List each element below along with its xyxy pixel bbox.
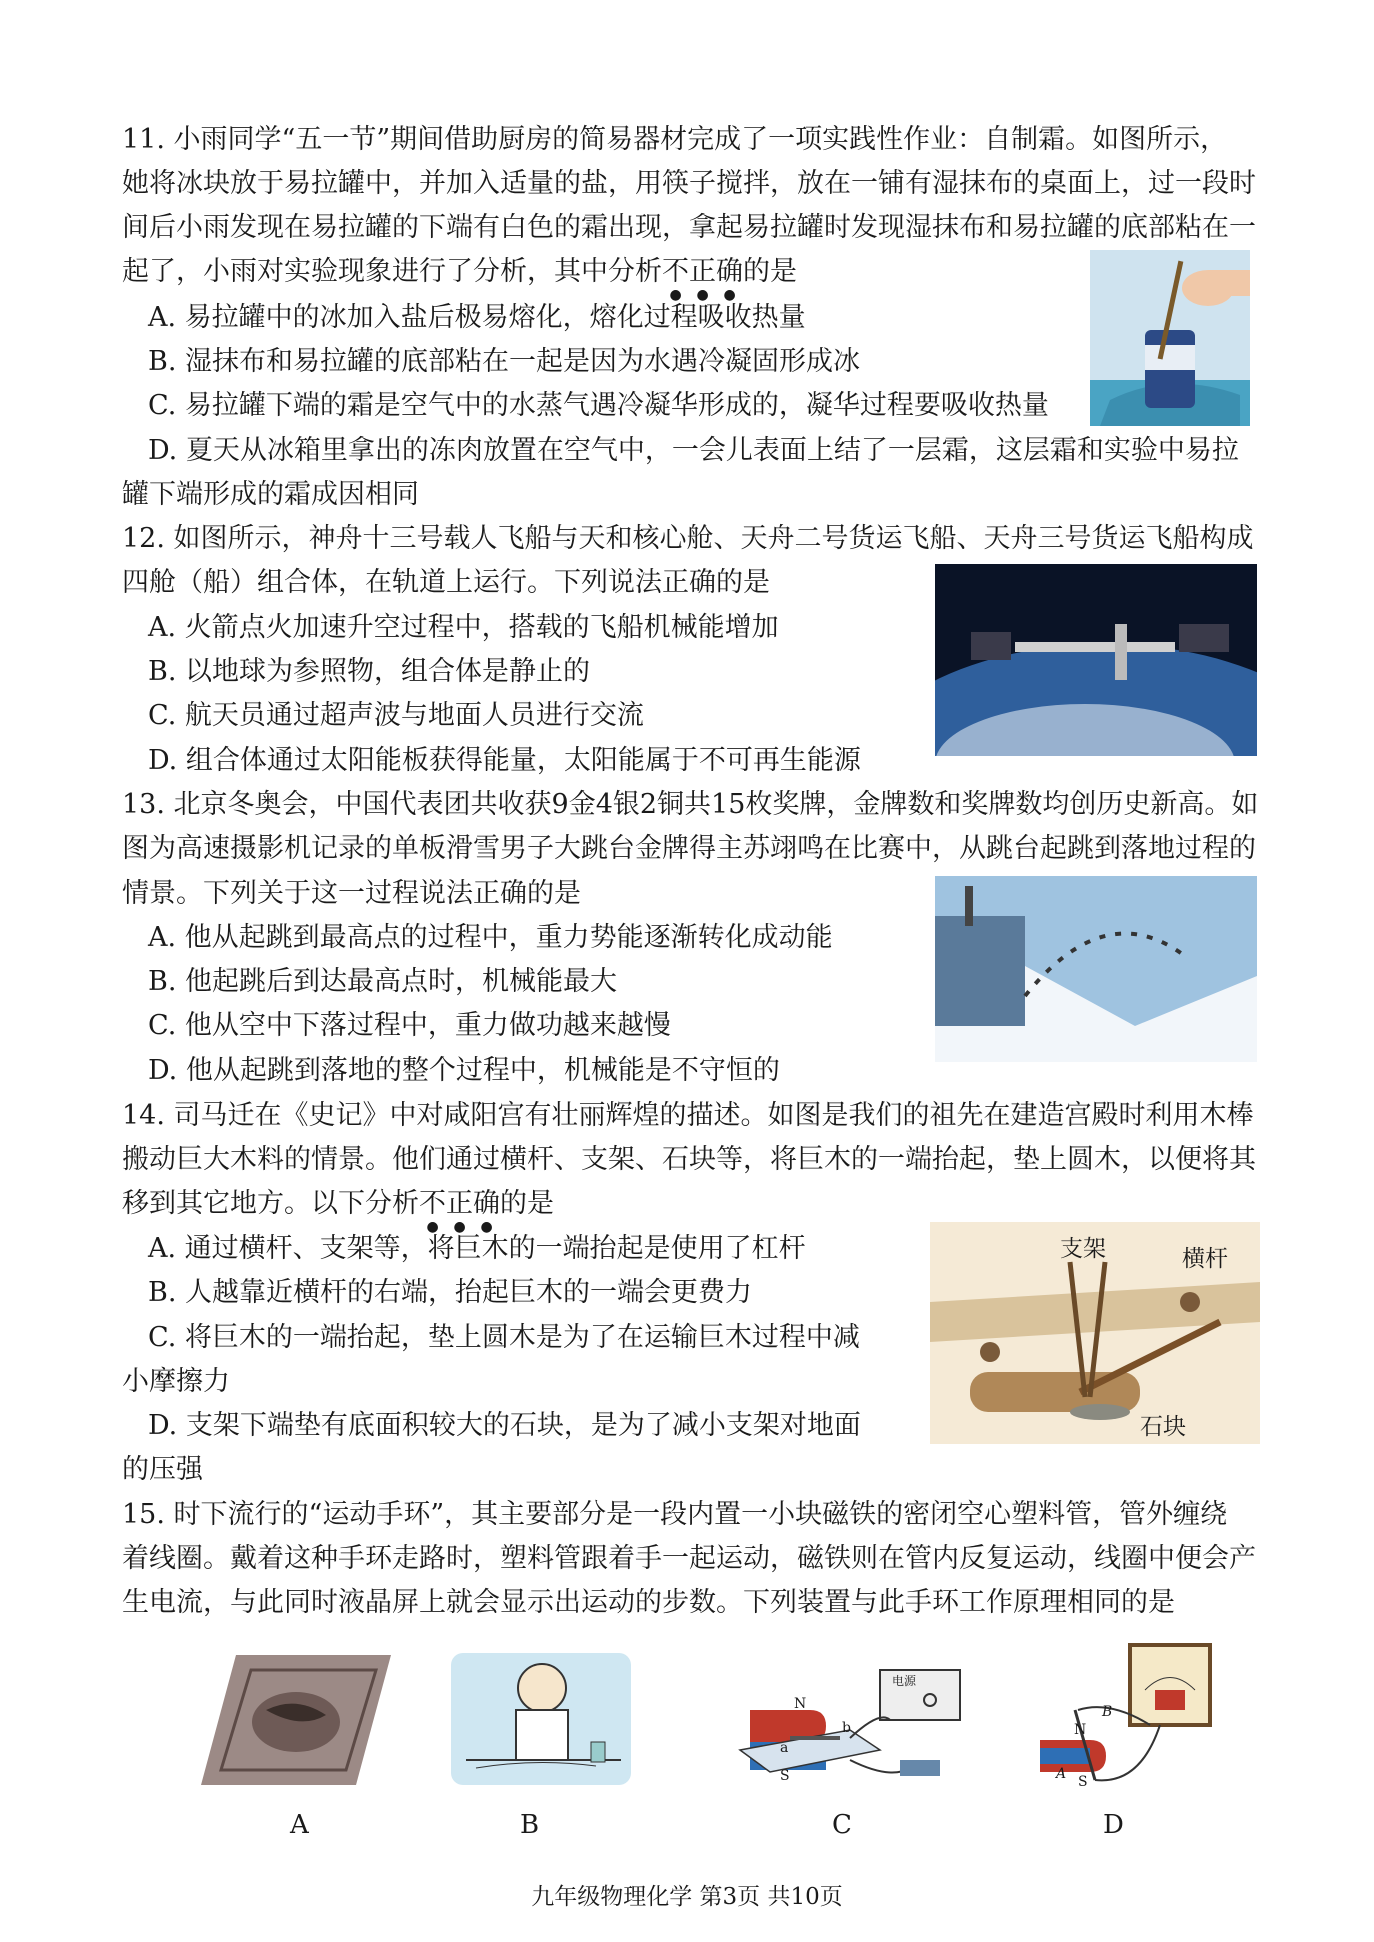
page-footer: 九年级物理化学 第3页 共10页 (531, 1884, 843, 1910)
caption-b: B (520, 1810, 540, 1840)
q14-option-a: A. 通过横杆、支架等，将巨木的一端抬起是使用了杠杆 (148, 1233, 806, 1264)
q13-option-c: C. 他从空中下落过程中，重力做功越来越慢 (148, 1010, 671, 1041)
q14-option-c-line-2: 小摩擦力 (122, 1366, 230, 1397)
compass-figure (196, 1650, 396, 1790)
magnet-n-label: N (794, 1696, 807, 1712)
q15-line-2: 着线圈。戴着这种手环走路时，塑料管跟着手一起运动，磁铁则在管内反复运动，线圈中便会产 (122, 1543, 1256, 1574)
lever-figure (930, 1222, 1260, 1444)
galvanometer-figure (1020, 1640, 1220, 1790)
scientist-figure (446, 1648, 636, 1790)
caption-c: C (832, 1810, 852, 1840)
snowboard-jump-figure (935, 876, 1257, 1062)
wire-b-label: B (1102, 1704, 1113, 1720)
q14-option-d-line-2: 的压强 (122, 1454, 203, 1485)
q11-emphasis: 不正确 (662, 256, 743, 287)
q13-line-1: 13. 北京冬奥会，中国代表团共收获9金4银2铜共15枚奖牌，金牌数和奖牌数均创历史新高。如 (122, 789, 1259, 820)
rod-a-label: a (780, 1740, 789, 1756)
q13-option-d: D. 他从起跳到落地的整个过程中，机械能是不守恒的 (148, 1055, 780, 1086)
caption-a: A (290, 1810, 309, 1840)
q13-option-a: A. 他从起跳到最高点的过程中，重力势能逐渐转化成动能 (148, 922, 833, 953)
q14-line-1: 14. 司马迁在《史记》中对咸阳宫有壮丽辉煌的描述。如图是我们的祖先在建造宫殿时利用木棒 (122, 1100, 1254, 1131)
q11-option-d-line-1: D. 夏天从冰箱里拿出的冻肉放置在空气中，一会儿表面上结了一层霜，这层霜和实验中易拉 (148, 435, 1239, 466)
magnet-s-label-d: S (1078, 1774, 1088, 1790)
stone-label: 石块 (1140, 1414, 1186, 1440)
q14-line-2: 搬动巨大木料的情景。他们通过横杆、支架、石块等，将巨木的一端抬起，垫上圆木，以便将其 (122, 1144, 1256, 1175)
q15-line-3: 生电流，与此同时液晶屏上就会显示出运动的步数。下列装置与此手环工作原理相同的是 (122, 1587, 1175, 1618)
q13-line-3: 情景。下列关于这一过程说法正确的是 (122, 878, 581, 909)
q11-option-b: B. 湿抹布和易拉罐的底部粘在一起是因为水遇冷凝固形成冰 (148, 346, 861, 377)
q11-line-1: 11. 小雨同学“五一节”期间借助厨房的简易器材完成了一项实践性作业：自制霜。如图所示， (122, 124, 1228, 155)
bar-label: 横杆 (1182, 1246, 1228, 1272)
q15-line-1: 15. 时下流行的“运动手环”，其主要部分是一段内置一小块磁铁的密闭空心塑料管，管外缠绕 (122, 1499, 1228, 1530)
support-label: 支架 (1060, 1236, 1106, 1262)
magnet-rod-circuit-figure (730, 1660, 970, 1790)
q13-option-b: B. 他起跳后到达最高点时，机械能最大 (148, 966, 618, 997)
q13-line-2: 图为高速摄影机记录的单板滑雪男子大跳台金牌得主苏翊鸣在比赛中，从跳台起跳到落地过程的 (122, 833, 1256, 864)
wire-a-label: A (1056, 1766, 1067, 1782)
magnet-n-label-d: N (1074, 1722, 1087, 1738)
q12-line-1: 12. 如图所示，神舟十三号载人飞船与天和核心舱、天舟二号货运飞船、天舟三号货运飞船构成 (122, 523, 1254, 554)
q11-option-a: A. 易拉罐中的冰加入盐后极易熔化，熔化过程吸收热量 (148, 302, 806, 333)
q11-option-d-line-2: 罐下端形成的霜成因相同 (122, 479, 419, 510)
q11-option-c: C. 易拉罐下端的霜是空气中的水蒸气遇冷凝华形成的，凝华过程要吸收热量 (148, 390, 1049, 421)
q12-line-2: 四舱（船）组合体，在轨道上运行。下列说法正确的是 (122, 567, 770, 598)
q11-line-4: 起了，小雨对实验现象进行了分析，其中分析不正确的是 (122, 256, 797, 287)
magnet-s-label: S (780, 1768, 790, 1784)
q14-line-3: 移到其它地方。以下分析不正确的是 (122, 1188, 554, 1219)
q14-emphasis: 不正确 (419, 1188, 500, 1219)
q12-option-d: D. 组合体通过太阳能板获得能量，太阳能属于不可再生能源 (148, 745, 861, 776)
q14-option-b: B. 人越靠近横杆的右端，抬起巨木的一端会更费力 (148, 1277, 753, 1308)
q11-line-3: 间后小雨发现在易拉罐的下端有白色的霜出现，拿起易拉罐时发现湿抹布和易拉罐的底部粘在一 (122, 212, 1256, 243)
q12-option-b: B. 以地球为参照物，组合体是静止的 (148, 656, 591, 687)
caption-d: D (1103, 1810, 1124, 1840)
q14-option-c-line-1: C. 将巨木的一端抬起，垫上圆木是为了在运输巨木过程中减 (148, 1322, 860, 1353)
rod-b-label: b (842, 1720, 851, 1736)
q12-option-c: C. 航天员通过超声波与地面人员进行交流 (148, 700, 644, 731)
can-stirring-figure (1090, 250, 1250, 426)
q11-line-2: 她将冰块放于易拉罐中，并加入适量的盐，用筷子搅拌，放在一铺有湿抹布的桌面上，过一段时 (122, 168, 1256, 199)
q12-option-a: A. 火箭点火加速升空过程中，搭载的飞船机械能增加 (148, 612, 779, 643)
space-station-figure (935, 564, 1257, 756)
power-box-label: 电源 (892, 1674, 917, 1688)
q14-option-d-line-1: D. 支架下端垫有底面积较大的石块，是为了减小支架对地面 (148, 1410, 861, 1441)
